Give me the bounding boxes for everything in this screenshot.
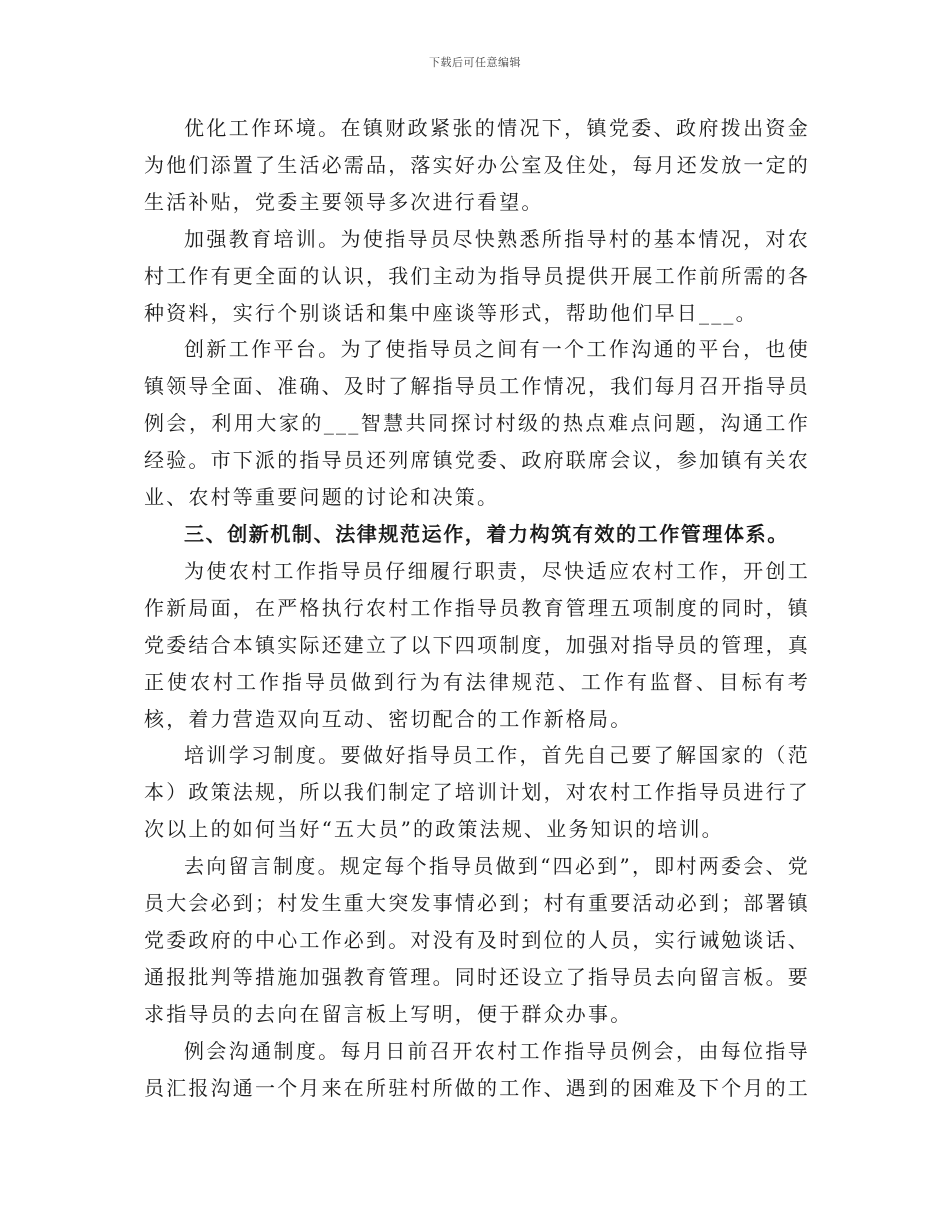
paragraph-training-system: 培训学习制度。要做好指导员工作，首先自己要了解国家的（范本）政策法规，所以我们制定了培训计划，对农村工作指导员进行了次以上的如何当好“五大员”的政策法规、业务知识的培训。: [144, 743, 810, 842]
paragraph-optimize-environment: 优化工作环境。在镇财政紧张的情况下，镇党委、政府拨出资金为他们添置了生活必需品，落实好办公室及住处，每月还发放一定的生活补贴，党委主要领导多次进行看望。: [144, 116, 810, 214]
page-header: 下载后可任意编辑: [429, 56, 521, 69]
paragraph-management-system: 为使农村工作指导员仔细履行职责，尽快适应农村工作，开创工作新局面，在严格执行农村工作指导员教育管理五项制度的同时，镇党委结合本镇实际还建立了以下四项制度，加强对指导员的管理，真正使农村工作指导员做到行为有法律规范、工作有监督、目标有考核，着力营造双向互动、密切配合的工作新格局。: [144, 558, 810, 731]
document-body: [144, 110, 810, 1106]
paragraph-meeting-system: 例会沟通制度。每月日前召开农村工作指导员例会，由每位指导员汇报沟通一个月来在所驻村所做的工作、遇到的困难及下个月的工: [144, 1038, 810, 1100]
paragraph-work-platform: 创新工作平台。为了使指导员之间有一个工作沟通的平台，也使镇领导全面、准确、及时了解指导员工作情况，我们每月召开指导员例会，利用大家的___智慧共同探讨村级的热点难点问题，沟通工作经验。市下派的指导员还列席镇党委、政府联席会议，参加镇有关农业、农村等重要问题的讨论和决策。: [144, 337, 810, 510]
paragraph-education-training: 加强教育培训。为使指导员尽快熟悉所指导村的基本情况，对农村工作有更全面的认识，我们主动为指导员提供开展工作前所需的各种资料，实行个别谈话和集中座谈等形式，帮助他们早日___。: [144, 226, 810, 325]
section-heading: 三、创新机制、法律规范运作，着力构筑有效的工作管理体系。: [184, 521, 789, 546]
paragraph-whereabouts-system: 去向留言制度。规定每个指导员做到“四必到”，即村两委会、党员大会必到；村发生重大突发事情必到；村有重要活动必到；部署镇党委政府的中心工作必到。对没有及时到位的人员，实行诫勉谈话、通报批判等措施加强教育管理。同时还设立了指导员去向留言板。要求指导员的去向在留言板上写明，便于群众办事。: [144, 854, 810, 1026]
